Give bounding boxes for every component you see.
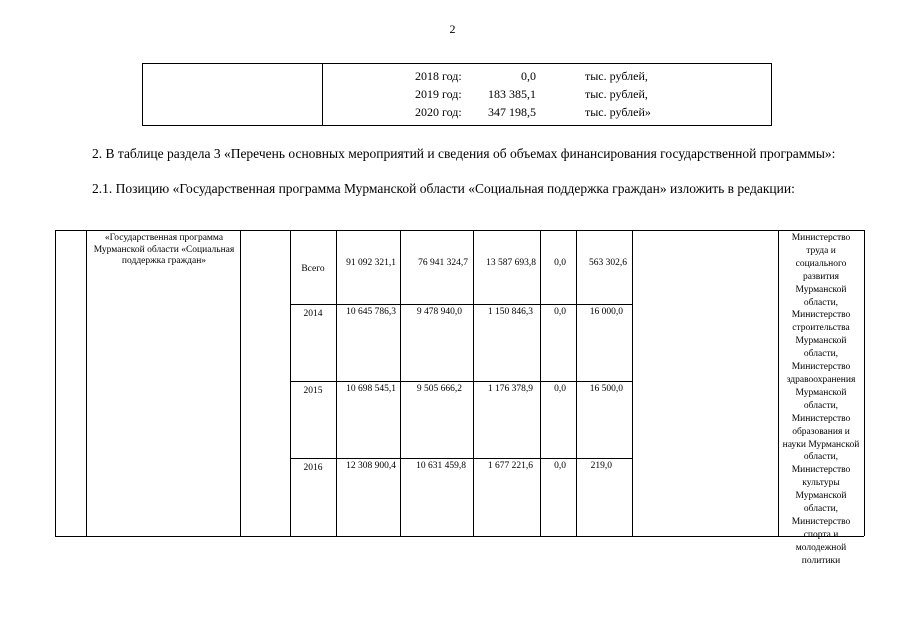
funding-year-unit: тыс. рублей, [585, 87, 648, 101]
col-line [86, 230, 87, 536]
col-line [400, 230, 401, 536]
cell-value: 0,0 [554, 258, 566, 268]
cell-value: 0,0 [554, 384, 566, 394]
row-period: Всего [301, 264, 325, 274]
col-line [540, 230, 541, 536]
funding-year-value: 183 385,1 [488, 87, 536, 101]
funding-year-value: 0,0 [521, 69, 536, 83]
col-line [473, 230, 474, 536]
funding-box-divider [322, 64, 323, 125]
funding-year-unit: тыс. рублей, [585, 69, 648, 83]
col-line [576, 230, 577, 536]
row-period: 2016 [303, 463, 323, 473]
row-line [290, 304, 632, 305]
cell-value: 16 000,0 [589, 307, 623, 317]
cell-value: 0,0 [554, 461, 566, 471]
paragraph-2-text: 2. В таблице раздела 3 «Перечень основных мероприятий и сведения об объемах финансирования государственной программы»: [92, 146, 836, 161]
cell-total: 91 092 321,1 [346, 258, 396, 268]
program-name: «Государственная программа Мурманской области «Социальная поддержка граждан» [93, 233, 235, 266]
table-left-border [55, 230, 56, 536]
cell-value: 16 500,0 [589, 384, 623, 394]
row-period: 2014 [303, 309, 323, 319]
table-right-border [864, 230, 865, 536]
col-line [240, 230, 241, 536]
col-line [632, 230, 633, 536]
cell-value: 1 176 378,9 [487, 384, 533, 394]
col-line [336, 230, 337, 536]
row-line [290, 381, 632, 382]
cell-value: 0,0 [554, 307, 566, 317]
funding-year-label: 2019 год: [415, 87, 462, 101]
cell-value: 219,0 [590, 461, 612, 471]
row-period: 2015 [303, 386, 323, 396]
cell-value: 9 505 666,2 [416, 384, 462, 394]
funding-year-label: 2018 год: [415, 69, 462, 83]
paragraph-2 [55, 145, 863, 162]
table-bottom-border [55, 536, 864, 537]
cell-total: 12 308 900,4 [346, 461, 396, 471]
col-line [778, 230, 779, 536]
cell-value: 1 150 846,3 [487, 307, 533, 317]
paragraph-2-1-text: 2.1. Позицию «Государственная программа Мурманской области «Социальная поддержка граждан» изложить в редакции: [92, 181, 795, 196]
paragraph-2-1 [55, 180, 863, 197]
cell-value: 76 941 324,7 [418, 258, 468, 268]
funding-year-unit: тыс. рублей» [585, 105, 651, 119]
row-line [290, 458, 632, 459]
cell-value: 1 677 221,6 [487, 461, 533, 471]
page-number: 2 [449, 22, 456, 36]
cell-value: 563 302,6 [589, 258, 627, 268]
cell-total: 10 698 545,1 [346, 384, 396, 394]
table-top-border [55, 230, 864, 231]
funding-year-label: 2020 год: [415, 105, 462, 119]
cell-value: 13 587 693,8 [486, 258, 536, 268]
col-line [290, 230, 291, 536]
executors-list: Министерство труда и социального развития Мурманской области, Министерство строительства Мурманской области, Министерство здравоохранения Мурманской области, Министерство образования и науки Мурманской области, Министерство культуры Мурманской области, Министерство спорта и молодежной политики [782, 233, 860, 566]
funding-year-value: 347 198,5 [488, 105, 536, 119]
cell-value: 9 478 940,0 [416, 307, 462, 317]
cell-total: 10 645 786,3 [346, 307, 396, 317]
cell-value: 10 631 459,8 [416, 461, 466, 471]
